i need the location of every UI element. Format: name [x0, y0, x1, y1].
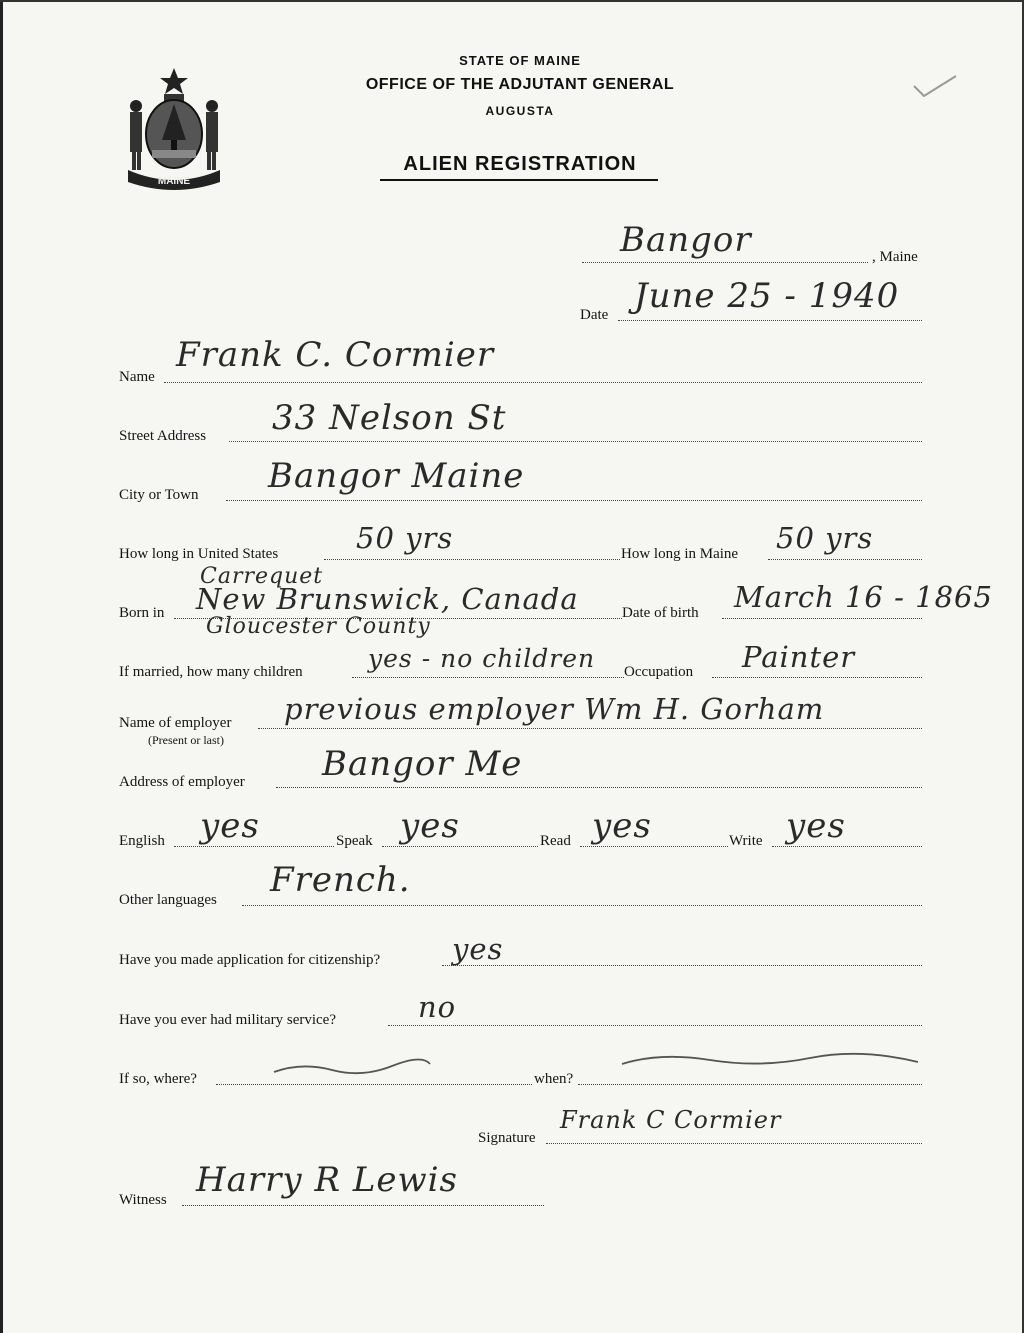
- place-value: Bangor: [620, 220, 752, 260]
- maine-seal-icon: [122, 66, 226, 192]
- date-line: [618, 320, 922, 321]
- maine-long-label: How long in Maine: [621, 546, 739, 562]
- maine-label: , Maine: [872, 249, 918, 265]
- city-label: City or Town: [119, 487, 199, 503]
- us-line: [324, 559, 620, 560]
- citizenship-value: yes: [452, 932, 504, 966]
- place-line: [582, 262, 868, 263]
- scan-edge-left: [0, 0, 3, 1333]
- other-languages-label: Other languages: [119, 892, 217, 908]
- military-value: no: [418, 990, 457, 1024]
- witness-value: Harry R Lewis: [196, 1160, 458, 1200]
- state-heading: STATE OF MAINE: [459, 53, 581, 68]
- read-value: yes: [592, 806, 652, 846]
- title-underline: [380, 179, 658, 181]
- military-line: [388, 1025, 922, 1026]
- city-heading: AUGUSTA: [485, 104, 555, 118]
- born-label: Born in: [119, 605, 165, 621]
- when-line: [578, 1084, 922, 1085]
- english-line: [174, 846, 334, 847]
- us-value: 50 yrs: [356, 521, 454, 555]
- english-value: yes: [200, 806, 260, 846]
- check-mark-icon: [910, 72, 960, 102]
- name-value: Frank C. Cormier: [176, 335, 495, 375]
- citizenship-label: Have you made application for citizenship?: [119, 952, 381, 968]
- write-value: yes: [786, 806, 846, 846]
- office-heading: OFFICE OF THE ADJUTANT GENERAL: [365, 76, 675, 93]
- other-languages-value: French.: [270, 860, 411, 900]
- married-label: If married, how many children: [119, 664, 303, 680]
- where-dash-mark: [272, 1058, 432, 1080]
- name-label: Name: [119, 369, 155, 385]
- dob-value: March 16 - 1865: [734, 580, 993, 614]
- city-line: [226, 500, 922, 501]
- born-county-value: Gloucester County: [206, 614, 431, 639]
- date-label: Date: [580, 307, 609, 323]
- maine-long-value: 50 yrs: [776, 521, 874, 555]
- seal-banner-text: MAINE: [157, 176, 191, 187]
- when-dash-mark: [620, 1050, 920, 1074]
- scan-edge-top: [0, 0, 1024, 2]
- read-label: Read: [540, 833, 571, 849]
- other-languages-line: [242, 905, 922, 906]
- where-label: If so, where?: [119, 1071, 197, 1087]
- write-label: Write: [729, 833, 763, 849]
- employer-address-label: Address of employer: [119, 774, 245, 790]
- us-label: How long in United States: [119, 546, 279, 562]
- read-line: [580, 846, 728, 847]
- employer-line: [258, 728, 922, 729]
- street-line: [229, 441, 922, 442]
- born-town-value: Carrequet: [200, 564, 324, 589]
- name-line: [164, 382, 922, 383]
- employer-value: previous employer Wm H. Gorham: [284, 692, 825, 726]
- married-line: [352, 677, 624, 678]
- speak-line: [382, 846, 538, 847]
- signature-line: [546, 1143, 922, 1144]
- write-line: [772, 846, 922, 847]
- married-value: yes - no children: [368, 644, 596, 673]
- occupation-value: Painter: [742, 640, 856, 674]
- employer-note: (Present or last): [148, 733, 224, 747]
- employer-address-value: Bangor Me: [322, 744, 523, 784]
- speak-label: Speak: [336, 833, 373, 849]
- signature-value: Frank C Cormier: [560, 1106, 782, 1134]
- occupation-label: Occupation: [624, 664, 694, 680]
- witness-line: [182, 1205, 544, 1206]
- military-label: Have you ever had military service?: [119, 1012, 336, 1028]
- maine-long-line: [768, 559, 922, 560]
- where-line: [216, 1084, 532, 1085]
- employer-address-line: [276, 787, 922, 788]
- form-title: ALIEN REGISTRATION: [403, 153, 637, 175]
- when-label: when?: [534, 1071, 574, 1087]
- city-value: Bangor Maine: [268, 456, 525, 496]
- employer-label: Name of employer: [119, 715, 232, 731]
- speak-value: yes: [400, 806, 460, 846]
- witness-label: Witness: [119, 1192, 167, 1208]
- signature-label: Signature: [478, 1130, 536, 1146]
- date-value: June 25 - 1940: [634, 276, 900, 316]
- english-label: English: [119, 833, 165, 849]
- street-label: Street Address: [119, 428, 207, 444]
- citizenship-line: [442, 965, 922, 966]
- dob-label: Date of birth: [622, 605, 699, 621]
- street-value: 33 Nelson St: [272, 398, 507, 438]
- dob-line: [722, 618, 922, 619]
- born-value: New Brunswick, Canada: [196, 582, 579, 616]
- occupation-line: [712, 677, 922, 678]
